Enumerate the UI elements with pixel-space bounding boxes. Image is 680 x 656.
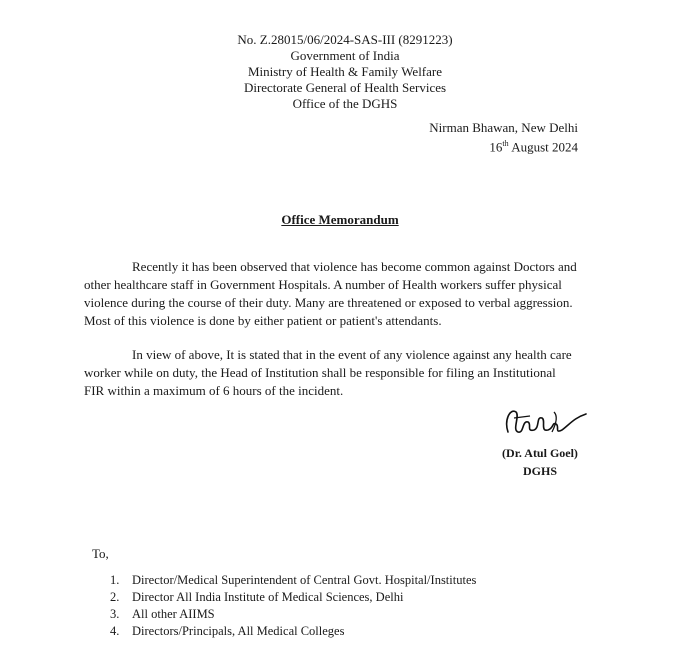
recipient-number: 1. [110, 573, 120, 587]
letterhead-government: Government of India [290, 48, 400, 63]
signatory-name: (Dr. Atul Goel) [502, 446, 578, 460]
paragraph-1-line: Recently it has been observed that violence has become common against Doctors and [132, 259, 577, 274]
paragraph-1-line: other healthcare staff in Government Hospitals. A number of Health workers suffer physical [84, 277, 562, 292]
recipient-item [110, 606, 476, 623]
recipient-item [110, 572, 476, 589]
recipient-text: All other AIIMS [132, 607, 215, 621]
place-and-date [400, 120, 578, 155]
letterhead [200, 32, 490, 112]
memo-title: Office Memorandum [281, 212, 399, 227]
signatory-block [480, 444, 600, 480]
recipient-text: Director/Medical Superintendent of Central Govt. Hospital/Institutes [132, 573, 477, 587]
handwritten-signature [500, 402, 590, 442]
date-month-year: August 2024 [508, 139, 578, 155]
recipient-list [110, 572, 476, 640]
recipient-item [110, 623, 476, 640]
reference-number: No. Z.28015/06/2024-SAS-III (8291223) [237, 32, 453, 47]
paragraph-1-line: Most of this violence is done by either patient or patient's attendants. [84, 313, 442, 328]
paragraph-2 [84, 346, 594, 400]
issue-date [400, 136, 578, 155]
letterhead-ministry: Ministry of Health & Family Welfare [247, 64, 443, 79]
recipient-number: 4. [110, 624, 120, 638]
paragraph-2-line: In view of above, It is stated that in the event of any violence against any health care [132, 347, 572, 362]
signatory-designation: DGHS [522, 464, 557, 478]
letterhead-office: Office of the DGHS [292, 96, 398, 111]
recipient-number: 3. [110, 607, 120, 621]
letterhead-directorate: Directorate General of Health Services [243, 80, 447, 95]
recipient-text: Directors/Principals, All Medical Colleges [132, 624, 345, 638]
paragraph-1-line: violence during the course of their duty. Many are threatened or exposed to verbal aggression. [84, 295, 573, 310]
to-label: To, [92, 546, 109, 561]
paragraph-2-line: worker while on duty, the Head of Institution shall be responsible for filing an Institutional [84, 365, 556, 380]
date-suffix: th [502, 139, 509, 148]
recipient-item [110, 589, 476, 606]
location: Nirman Bhawan, New Delhi [429, 120, 578, 135]
recipient-text: Director All India Institute of Medical Sciences, Delhi [132, 590, 404, 604]
date-day: 16 [489, 139, 503, 155]
recipient-number: 2. [110, 590, 120, 604]
paragraph-2-line: FIR within a maximum of 6 hours of the incident. [84, 383, 344, 398]
paragraph-1 [84, 258, 594, 330]
